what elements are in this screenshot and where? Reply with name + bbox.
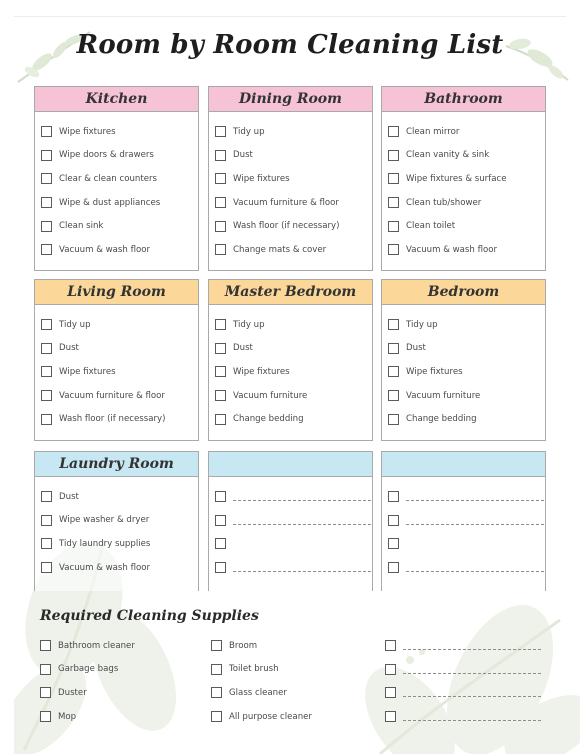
room-title: Dining Room — [209, 87, 372, 112]
checkbox-icon[interactable] — [41, 197, 52, 208]
checkbox-icon[interactable] — [385, 687, 396, 698]
room-title: Laundry Room — [35, 452, 198, 477]
top-divider — [14, 16, 566, 17]
supply-item — [385, 705, 541, 729]
checkbox-icon[interactable] — [388, 173, 399, 184]
checkbox-icon[interactable] — [215, 414, 226, 425]
supplies-column — [385, 634, 541, 728]
checklist-item: Vacuum furniture — [388, 384, 545, 408]
checkbox-icon[interactable] — [215, 319, 226, 330]
checklist-item — [388, 509, 545, 533]
checklist-item: Wipe washer & dryer — [41, 509, 198, 533]
checklist-item: Tidy up — [388, 313, 545, 337]
supply-item: All purpose cleaner — [211, 705, 312, 729]
room-card-blank — [381, 451, 546, 591]
checkbox-icon[interactable] — [388, 244, 399, 255]
room-title: Kitchen — [35, 87, 198, 112]
room-card-living-room — [34, 279, 199, 441]
checkbox-icon[interactable] — [388, 390, 399, 401]
checkbox-icon[interactable] — [385, 711, 396, 722]
checklist-item: Wipe fixtures — [388, 360, 545, 384]
page-title: Room by Room Cleaning List — [76, 30, 504, 60]
checklist-item: Dust — [41, 337, 198, 361]
checkbox-icon[interactable] — [40, 687, 51, 698]
room-card-bathroom — [381, 86, 546, 271]
checkbox-icon[interactable] — [41, 562, 52, 573]
checkbox-icon[interactable] — [388, 343, 399, 354]
write-in-line[interactable] — [233, 547, 371, 548]
checklist-item: Tidy laundry supplies — [41, 532, 198, 556]
room-card-bedroom — [381, 279, 546, 441]
checklist-item: Dust — [215, 337, 372, 361]
checkbox-icon[interactable] — [215, 197, 226, 208]
checklist-item: Dust — [388, 337, 545, 361]
checklist-item: Wipe fixtures — [41, 120, 198, 144]
checklist-item: Change bedding — [388, 407, 545, 431]
checklist-item: Wipe fixtures — [215, 360, 372, 384]
supply-item — [385, 658, 541, 682]
checklist-item — [388, 556, 545, 580]
checkbox-icon[interactable] — [211, 687, 222, 698]
checklist-item — [215, 485, 372, 509]
checklist-item: Vacuum & wash floor — [41, 556, 198, 580]
checkbox-icon[interactable] — [41, 126, 52, 137]
room-title: Bathroom — [382, 87, 545, 112]
checkbox-icon[interactable] — [215, 221, 226, 232]
room-card-laundry-room — [34, 451, 199, 591]
checklist-item: Clean vanity & sink — [388, 144, 545, 168]
checkbox-icon[interactable] — [41, 515, 52, 526]
checkbox-icon[interactable] — [41, 173, 52, 184]
room-card-kitchen — [34, 86, 199, 271]
checkbox-icon[interactable] — [388, 414, 399, 425]
checklist-item — [215, 556, 372, 580]
checklist-item: Vacuum & wash floor — [41, 238, 198, 262]
checkbox-icon[interactable] — [211, 711, 222, 722]
write-in-line[interactable] — [403, 649, 541, 650]
supplies-title: Required Cleaning Supplies — [40, 608, 259, 624]
room-card-blank — [208, 451, 373, 591]
checklist-item: Change bedding — [215, 407, 372, 431]
supply-item: Bathroom cleaner — [40, 634, 135, 658]
checkbox-icon[interactable] — [40, 664, 51, 675]
checkbox-icon[interactable] — [215, 126, 226, 137]
checkbox-icon[interactable] — [41, 538, 52, 549]
checkbox-icon[interactable] — [388, 366, 399, 377]
checklist-item: Clear & clean counters — [41, 167, 198, 191]
checklist-item: Wash floor (if necessary) — [41, 407, 198, 431]
checklist-item: Tidy up — [215, 313, 372, 337]
write-in-line[interactable] — [403, 673, 541, 674]
checkbox-icon[interactable] — [388, 221, 399, 232]
supplies-column — [40, 634, 135, 728]
checklist-item: Wipe fixtures — [41, 360, 198, 384]
room-title[interactable] — [209, 452, 372, 477]
checklist-item: Vacuum furniture & floor — [41, 384, 198, 408]
checkbox-icon[interactable] — [215, 366, 226, 377]
checkbox-icon[interactable] — [215, 491, 226, 502]
checklist-item — [215, 532, 372, 556]
checkbox-icon[interactable] — [385, 640, 396, 651]
checklist-item — [388, 485, 545, 509]
checkbox-icon[interactable] — [40, 640, 51, 651]
supply-item — [385, 681, 541, 705]
checklist-item: Clean mirror — [388, 120, 545, 144]
supply-item: Glass cleaner — [211, 681, 312, 705]
checkbox-icon[interactable] — [41, 319, 52, 330]
checklist-item — [215, 509, 372, 533]
checklist-item: Clean toilet — [388, 214, 545, 238]
checklist-item: Wipe doors & drawers — [41, 144, 198, 168]
checkbox-icon[interactable] — [41, 366, 52, 377]
checkbox-icon[interactable] — [211, 640, 222, 651]
room-title: Bedroom — [382, 280, 545, 305]
checklist-item: Wipe fixtures & surface — [388, 167, 545, 191]
supply-item: Mop — [40, 705, 135, 729]
room-card-master-bedroom — [208, 279, 373, 441]
checklist-item: Dust — [215, 144, 372, 168]
supply-item: Toilet brush — [211, 658, 312, 682]
checklist-item: Tidy up — [215, 120, 372, 144]
checkbox-icon[interactable] — [215, 244, 226, 255]
checklist-item — [388, 532, 545, 556]
checkbox-icon[interactable] — [211, 664, 222, 675]
checkbox-icon[interactable] — [41, 150, 52, 161]
checkbox-icon[interactable] — [388, 491, 399, 502]
supplies-column — [211, 634, 312, 728]
room-title: Living Room — [35, 280, 198, 305]
checklist-item: Change mats & cover — [215, 238, 372, 262]
write-in-line[interactable] — [403, 696, 541, 697]
checkbox-icon[interactable] — [215, 343, 226, 354]
checklist-item: Wipe fixtures — [215, 167, 372, 191]
write-in-line[interactable] — [406, 500, 544, 501]
checklist-item: Wipe & dust appliances — [41, 191, 198, 215]
write-in-line[interactable] — [233, 571, 371, 572]
checkbox-icon[interactable] — [41, 491, 52, 502]
checkbox-icon[interactable] — [41, 244, 52, 255]
checkbox-icon[interactable] — [215, 562, 226, 573]
checklist-item: Vacuum & wash floor — [388, 238, 545, 262]
checkbox-icon[interactable] — [215, 515, 226, 526]
checkbox-icon[interactable] — [385, 664, 396, 675]
write-in-line[interactable] — [406, 524, 544, 525]
supply-item: Broom — [211, 634, 312, 658]
checkbox-icon[interactable] — [215, 150, 226, 161]
checkbox-icon[interactable] — [41, 414, 52, 425]
supply-item: Duster — [40, 681, 135, 705]
checkbox-icon[interactable] — [41, 343, 52, 354]
checklist-item: Vacuum furniture — [215, 384, 372, 408]
supply-item — [385, 634, 541, 658]
checklist-item: Tidy up — [41, 313, 198, 337]
checklist-item: Clean tub/shower — [388, 191, 545, 215]
checkbox-icon[interactable] — [388, 538, 399, 549]
checklist-item: Dust — [41, 485, 198, 509]
write-in-line[interactable] — [403, 720, 541, 721]
room-title[interactable] — [382, 452, 545, 477]
room-card-dining-room — [208, 86, 373, 271]
room-title: Master Bedroom — [209, 280, 372, 305]
write-in-line[interactable] — [233, 500, 371, 501]
checkbox-icon[interactable] — [215, 538, 226, 549]
checkbox-icon[interactable] — [215, 390, 226, 401]
checklist-item: Vacuum furniture & floor — [215, 191, 372, 215]
checkbox-icon[interactable] — [388, 515, 399, 526]
write-in-line[interactable] — [406, 571, 544, 572]
checkbox-icon[interactable] — [388, 562, 399, 573]
checkbox-icon[interactable] — [388, 197, 399, 208]
checklist-item: Clean sink — [41, 214, 198, 238]
checkbox-icon[interactable] — [388, 126, 399, 137]
supply-item: Garbage bags — [40, 658, 135, 682]
checkbox-icon[interactable] — [388, 319, 399, 330]
checkbox-icon[interactable] — [388, 150, 399, 161]
checkbox-icon[interactable] — [41, 221, 52, 232]
checkbox-icon[interactable] — [41, 390, 52, 401]
write-in-line[interactable] — [406, 547, 544, 548]
checkbox-icon[interactable] — [40, 711, 51, 722]
write-in-line[interactable] — [233, 524, 371, 525]
checkbox-icon[interactable] — [215, 173, 226, 184]
checklist-item: Wash floor (if necessary) — [215, 214, 372, 238]
